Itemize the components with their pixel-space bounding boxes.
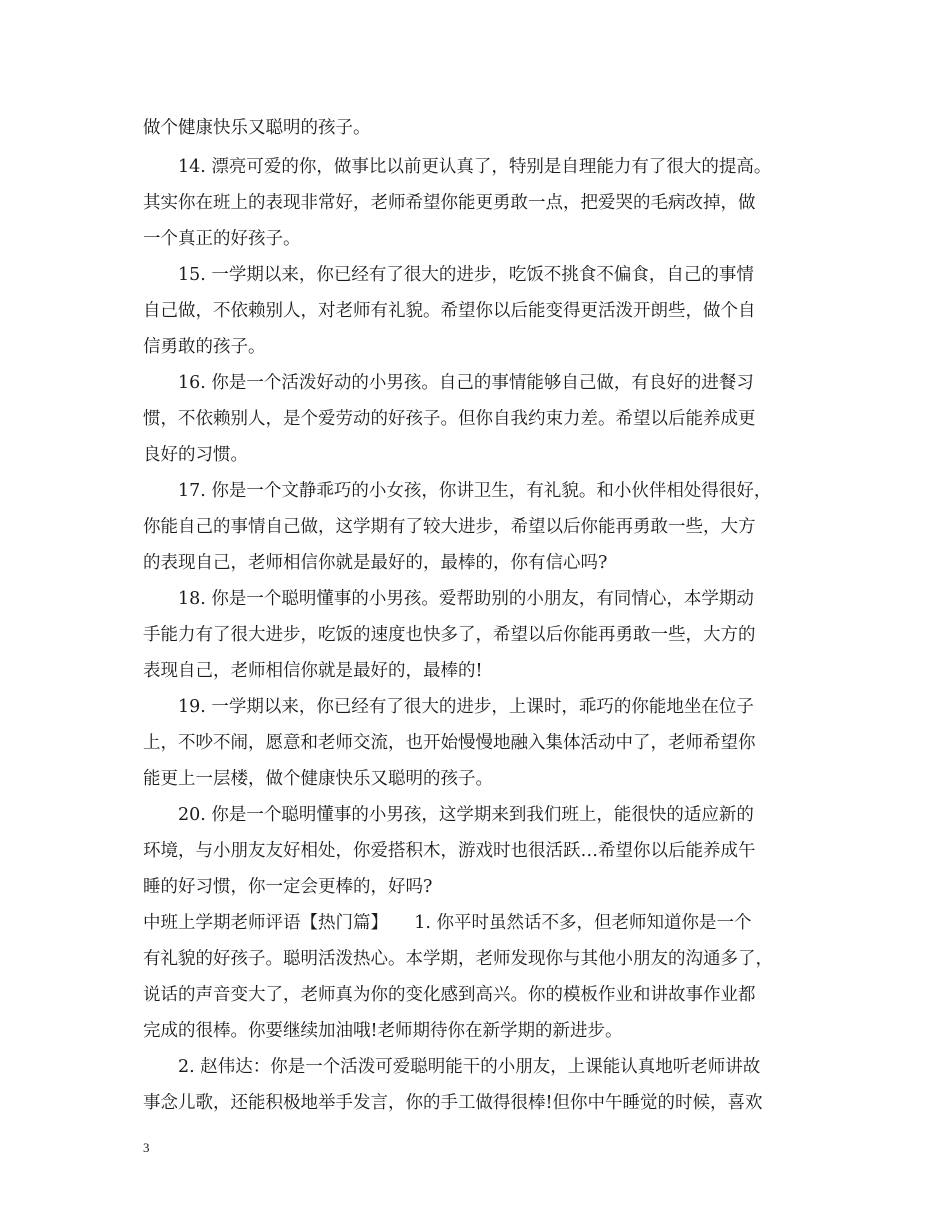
text-line: 19. 一学期以来，你已经有了很大的进步，上课时，乖巧的你能地坐在位子 [143, 697, 754, 717]
text-line: 表现自己，老师相信你就是最好的，最棒的! [143, 661, 483, 681]
text-line: 信勇敢的孩子。 [143, 337, 266, 357]
page-number: 3 [143, 1140, 150, 1155]
text-line: 完成的很棒。你要继续加油哦!老师期待你在新学期的新进步。 [143, 1021, 623, 1041]
text-line: 2. 赵伟达：你是一个活泼可爱聪明能干的小朋友，上课能认真地听老师讲故 [143, 1057, 761, 1077]
text-line: 其实你在班上的表现非常好，老师希望你能更勇敢一点，把爱哭的毛病改掉，做 [143, 193, 756, 213]
text-line: 睡的好习惯，你一定会更棒的，好吗? [143, 877, 433, 897]
section-heading-line: 中班上学期老师评语【热门篇】 1. 你平时虽然话不多，但老师知道你是一个 [143, 913, 752, 933]
text-line: 有礼貌的好孩子。聪明活泼热心。本学期，老师发现你与其他小朋友的沟通多了， [143, 949, 773, 969]
text-line: 自己做，不依赖别人，对老师有礼貌。希望你以后能变得更活泼开朗些，做个自 [143, 301, 756, 321]
text-line: 上，不吵不闹，愿意和老师交流，也开始慢慢地融入集体活动中了，老师希望你 [143, 733, 756, 753]
text-line: 的表现自己，老师相信你就是最好的，最棒的，你有信心吗? [143, 553, 608, 573]
text-line: 环境，与小朋友友好相处，你爱搭积木，游戏时也很活跃…希望你以后能养成午 [143, 841, 756, 861]
text-line: 事念儿歌，还能积极地举手发言，你的手工做得很棒!但你中午睡觉的时候，喜欢 [143, 1093, 763, 1113]
text-line: 说话的声音变大了，老师真为你的变化感到高兴。你的模板作业和讲故事作业都 [143, 985, 756, 1005]
text-line: 手能力有了很大进步，吃饭的速度也快多了，希望以后你能再勇敢一些，大方的 [143, 625, 756, 645]
text-line: 18. 你是一个聪明懂事的小男孩。爱帮助别的小朋友，有同情心，本学期动 [143, 589, 754, 609]
text-line: 15. 一学期以来，你已经有了很大的进步，吃饭不挑食不偏食，自己的事情 [143, 265, 754, 285]
text-line: 一个真正的好孩子。 [143, 229, 301, 249]
text-line: 惯，不依赖别人，是个爱劳动的好孩子。但你自我约束力差。希望以后能养成更 [143, 409, 756, 429]
text-line: 做个健康快乐又聪明的孩子。 [143, 118, 371, 138]
text-line: 20. 你是一个聪明懂事的小男孩，这学期来到我们班上，能很快的适应新的 [143, 805, 754, 825]
text-line: 17. 你是一个文静乖巧的小女孩，你讲卫生，有礼貌。和小伙伴相处得很好， [143, 481, 772, 501]
text-line: 14. 漂亮可爱的你，做事比以前更认真了，特别是自理能力有了很大的提高。 [143, 157, 772, 177]
text-line: 你能自己的事情自己做，这学期有了较大进步，希望以后你能再勇敢一些，大方 [143, 517, 756, 537]
text-line: 能更上一层楼，做个健康快乐又聪明的孩子。 [143, 769, 493, 789]
text-line: 16. 你是一个活泼好动的小男孩。自己的事情能够自己做，有良好的进餐习 [143, 373, 754, 393]
text-line: 良好的习惯。 [143, 445, 248, 465]
